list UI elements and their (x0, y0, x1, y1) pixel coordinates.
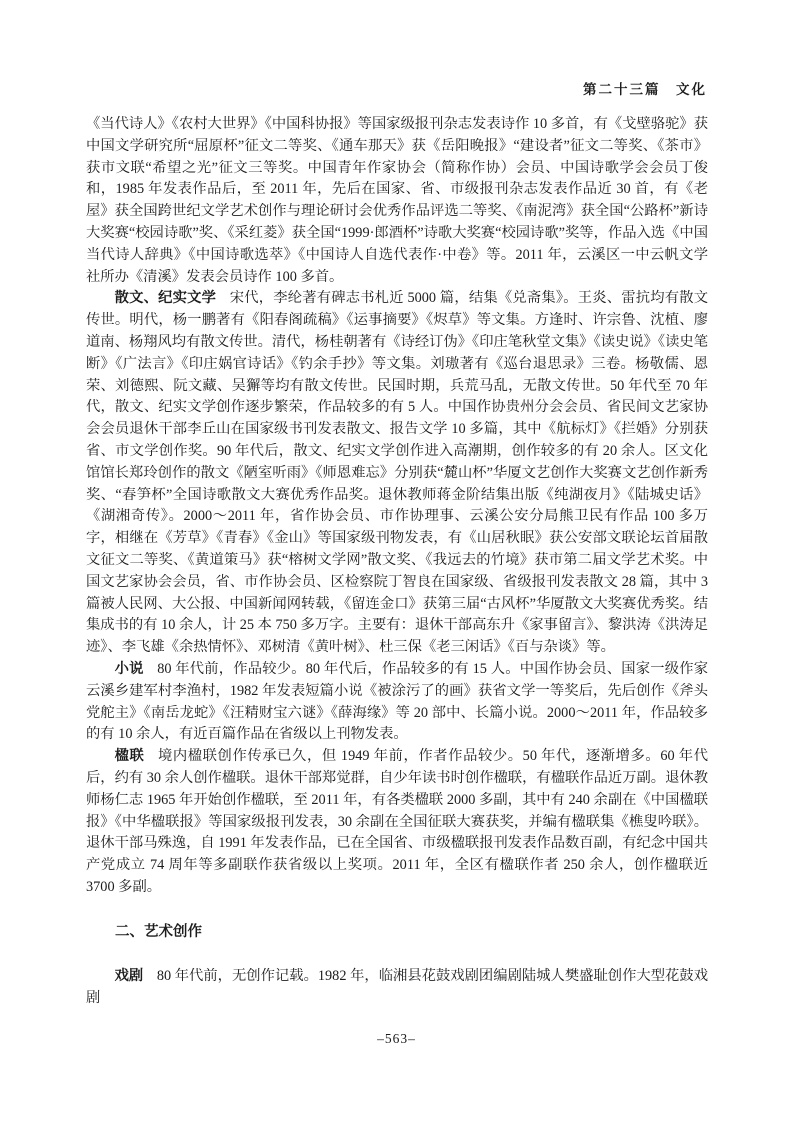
paragraph-text: 《当代诗人》《农村大世界》《中国科协报》等国家级报刊杂志发表诗作 10 多首，有《戈壁骆驼》获中国文学研究所“屈原杯”征文二等奖、《通车那天》获《岳阳晚报》“建设者”征文二等奖、《茶市》获市文联“希望之光”征文三等奖。中国青年作家协会（简称作协）会员、中国诗歌学会会员丁俊和，1985 年发表作品后，至 2011 年，先后在国家、省、市级报刊杂志发表作品近 30 首，有《老屋》获全国跨世纪文学艺术创作与理论研讨会优秀作品评选二等奖、《南泥湾》获全国“公路杯”新诗大奖赛“校园诗歌”奖、《采红菱》获全国“1999·郎酒杯”诗歌大奖赛“校园诗歌”奖等，作品入选《中国当代诗人辞典》《中国诗歌选萃》《中国诗人自选代表作·中卷》等。2011 年，云溪区一中云帆文学社所办《清溪》发表会员诗作 100 多首。 (86, 116, 708, 285)
paragraph-prose-literature (86, 288, 708, 659)
paragraph-lead-term: 小说 (114, 660, 144, 677)
running-head: 第二十三篇 文化 (583, 82, 707, 97)
page-body (86, 114, 708, 1010)
paragraph-lead-term: 楹联 (114, 748, 145, 765)
page-number: –563– (377, 1031, 416, 1046)
paragraph-text: 境内楹联创作传承已久，但 1949 年前，作者作品较少。50 年代，逐渐增多。60 年代后，约有 30 余人创作楹联。退休干部郑觉群，自少年读书时创作楹联，有楹联作品近万副。退休教师杨仁志 1965 年开始创作楹联，至 2011 年，有各类楹联 2000 多副，其中有 240 余副在《中国楹联报》《中华楹联报》等国家级报刊发表，30 余副在全国征联大赛获奖，并编有楹联集《樵叟吟联》。退休干部马殊逸，自 1991 年发表作品，已在全国省、市级楹联报刊发表作品数百副，有纪念中国共产党成立 74 周年等多副联作获省级以上奖项。2011 年，全区有楹联作者 250 余人，创作楹联近 3700 多副。 (86, 748, 708, 895)
paragraph-text: 80 年代前，无创作记载。1982 年，临湘县花鼓戏剧团编剧陆城人樊盛耻创作大型花鼓戏剧 (86, 968, 708, 1007)
paragraph-text: 80 年代前，作品较少。80 年代后，作品较多的有 15 人。中国作协会员、国家一级作家云溪乡建军村李渔村，1982 年发表短篇小说《被涂污了的画》获省文学一等奖后，先后创作《斧头党舵主》《南岳龙蛇》《汪精财宝六谜》《薛海缘》等 20 部中、长篇小说。2000～2011 年，作品较多的有 10 余人，有近百篇作品在省级以上刊物发表。 (86, 660, 709, 743)
paragraph-drama (86, 966, 708, 1010)
paragraph-couplets (86, 746, 708, 899)
paragraph-novel (86, 659, 708, 746)
paragraph-lead-term: 散文、纪实文学 (114, 290, 217, 307)
paragraph-continuation (86, 114, 708, 288)
paragraph-lead-term: 戏剧 (114, 968, 144, 985)
section-heading: 二、艺术创作 (115, 923, 202, 940)
paragraph-text: 宋代，李纶著有碑志书札近 5000 篇，结集《兑斋集》。王炎、雷抗均有散文传世。明代，杨一鹏著有《阳春阁疏稿》《运事摘要》《烬草》等文集。方逢时、许宗鲁、沈植、廖道南、杨翔风均有散文传世。清代，杨桂朝著有《诗经订伪》《印庄笔秋堂文集》《读史说》《读史笔断》《广法言》《印庄娲官诗话》《钓余手抄》等文集。刘璈著有《巡台退思录》三卷。杨敬儒、恩荣、刘德熙、阮文藏、吴獬等均有散文传世。民国时期，兵荒马乱，无散文传世。50 年代至 70 年代，散文、纪实文学创作逐步繁荣，作品较多的有 5 人。中国作协贵州分会会员、省民间文艺家协会会员退休干部李丘山在国家级书刊发表散文、报告文学 10 多篇，其中《航标灯》《拦婚》分别获省、市文学创作奖。90 年代后，散文、纪实文学创作进入高潮期，创作较多的有 20 余人。区文化馆馆长郑玲创作的散文《陋室听雨》《师恩难忘》分别获“麓山杯”华厦文艺创作大奖赛文艺创作新秀奖、“春笋杯”全国诗歌散文大赛优秀作品奖。退休教师蒋金阶结集出版《纯湖夜月》《陆城史话》《湖湘奇传》。2000～2011 年，省作协会员、市作协理事、云溪公安分局熊卫民有作品 100 多万字，相继在《芳草》《青春》《金山》等国家级刊物发表，有《山居秋眠》获公安部文联论坛首届散文征文二等奖、《黄道策马》获“榕树文学网”散文奖、《我远去的竹境》获市第二届文学艺术奖。中国文艺家协会会员，省、市作协会员、区检察院丁智良在国家级、省级报刊发表散文 28 篇，其中 3 篇被人民网、大公报、中国新闻网转载，《留连金口》获第三届“古风杯”华厦散文大奖赛优秀奖。结集成书的有 10 余人，计 25 本 750 多万字。主要有：退休干部高东升《家事留言》、黎洪涛《洪涛足迹》、李飞雄《余热情怀》、邓树清《黄叶树》、杜三保《老三闲话》《百与杂谈》等。 (86, 290, 709, 656)
